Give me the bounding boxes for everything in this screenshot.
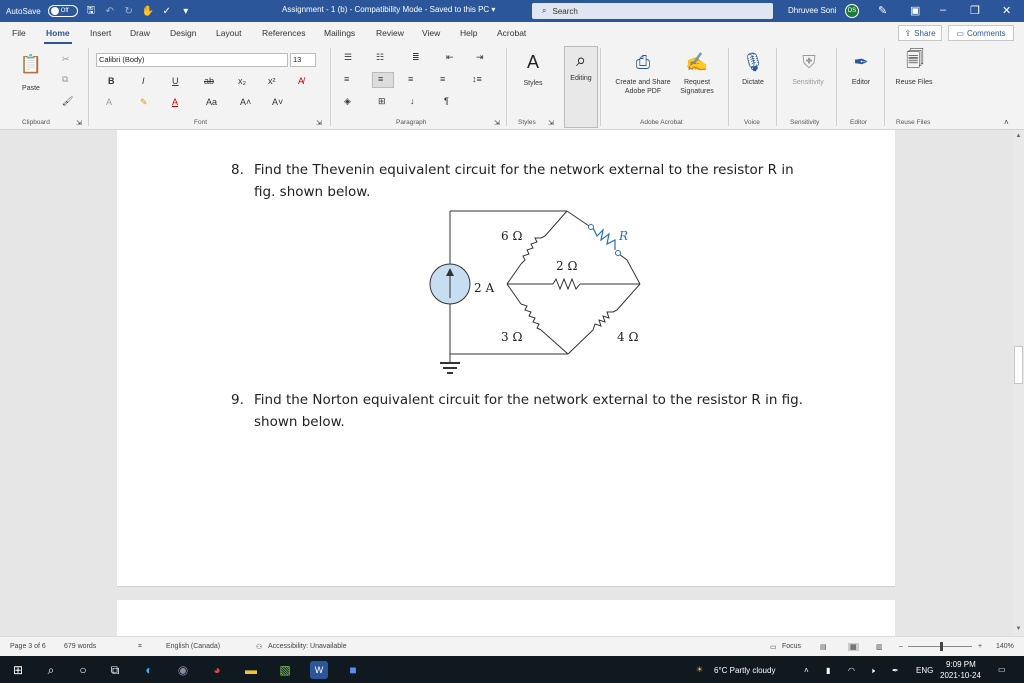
document-title: Assignment - 1 (b) - Compatibility Mode - Saved to this PC ▾ [282, 5, 496, 14]
question-8-number: 8. [231, 162, 244, 178]
cortana-icon[interactable]: ○ [79, 663, 87, 677]
close-icon[interactable]: ✕ [1002, 5, 1012, 17]
text-effects-icon[interactable]: A [106, 97, 113, 107]
minimize-icon[interactable]: – [940, 4, 947, 16]
edge-icon[interactable]: ◐ [145, 663, 153, 677]
file-explorer-icon[interactable]: ▬ [245, 663, 257, 677]
decrease-indent-icon[interactable]: ⇤ [446, 52, 454, 62]
find-icon[interactable]: ⌕ [575, 49, 587, 70]
group-styles: Styles [518, 119, 536, 126]
wire-R-to-right [619, 254, 640, 284]
network-icon[interactable]: ◠ [848, 666, 855, 675]
align-right-icon[interactable]: ≡ [408, 74, 414, 84]
checkmark-icon[interactable]: ✓ [162, 5, 171, 17]
line-spacing-icon[interactable]: ↕≡ [472, 74, 482, 84]
wire-6ohm-to-top [545, 211, 567, 236]
share-button[interactable] [898, 25, 942, 41]
cut-icon[interactable]: ✂ [62, 54, 70, 64]
taskbar [0, 656, 1024, 683]
group-reuse-files: Reuse Files [896, 119, 931, 126]
share-label: Share [914, 28, 936, 38]
scroll-down-icon[interactable]: ▼ [1015, 625, 1022, 632]
question-9-line1[interactable]: Find the Norton equivalent circuit for the network external to the resistor R in fig. [254, 392, 804, 408]
ribbon-display-icon[interactable]: ▣ [910, 5, 921, 17]
comments-label: Comments [966, 28, 1006, 38]
status-bar [0, 636, 1024, 656]
create-share-pdf-label: Create and Share Adobe PDF [615, 79, 671, 95]
word-count[interactable]: 679 words [64, 643, 97, 650]
vertical-scrollbar[interactable] [1013, 130, 1024, 636]
battery-icon[interactable]: ▮ [826, 666, 831, 675]
bullets-icon[interactable]: ☰ [344, 52, 353, 62]
collapse-ribbon-icon[interactable]: ˄ [1004, 118, 1009, 127]
sensitivity-icon[interactable]: ⛨ [802, 51, 816, 72]
group-clipboard: Clipboard [22, 119, 50, 126]
paste-icon[interactable]: 📋 [19, 53, 43, 74]
weather-status[interactable]: 6°C Partly cloudy [714, 666, 776, 675]
zoom-level[interactable]: 140% [996, 643, 1014, 650]
clipboard-launcher-icon[interactable]: ⇲ [76, 120, 82, 127]
microphone-icon[interactable]: 🎙 [741, 51, 765, 72]
avatar[interactable]: DS [845, 4, 859, 18]
styles-icon[interactable]: A [526, 51, 539, 72]
clock-date[interactable]: 2021-10-24 [940, 671, 981, 680]
reuse-files-icon[interactable]: 🗐 [906, 49, 924, 69]
tab-layout[interactable]: Layout [216, 28, 242, 38]
separator [506, 48, 507, 126]
editor-icon[interactable]: ✒ [853, 51, 869, 72]
styles-label: Styles [523, 80, 543, 87]
justify-icon[interactable]: ≡ [440, 74, 446, 84]
format-painter-icon[interactable]: 🖌 [62, 96, 74, 106]
search-input[interactable] [532, 3, 773, 19]
request-signatures-icon[interactable]: ✍ [685, 51, 709, 72]
paste-label: Paste [22, 85, 40, 92]
user-name[interactable]: Dhruvee Soni [788, 6, 837, 15]
autosave-state: Off [60, 8, 69, 14]
tab-design[interactable]: Design [170, 28, 197, 38]
comment-icon: ▭ [956, 28, 964, 38]
label-4ohm: 4 Ω [617, 330, 639, 344]
chrome-icon[interactable]: ◕ [213, 663, 221, 677]
taskbar-search-icon[interactable]: ⌕ [47, 662, 55, 677]
font-name-select[interactable]: Calibri (Body) [96, 53, 288, 67]
wire-3ohm-to-bottom [541, 330, 568, 354]
app-icon[interactable]: ◉ [177, 663, 189, 677]
reuse-files-label: Reuse Files [895, 79, 933, 86]
accessibility-icon: ⚇ [256, 644, 263, 651]
strikethrough-icon[interactable]: ab [204, 76, 215, 86]
resistor-6ohm [521, 236, 545, 264]
font-size-select[interactable]: 13 [290, 53, 316, 67]
touch-mode-icon[interactable]: ✋ [141, 5, 154, 17]
group-paragraph: Paragraph [396, 119, 427, 126]
zoom-in-icon[interactable]: + [978, 643, 983, 650]
tab-mailings[interactable]: Mailings [324, 28, 356, 38]
windows-start-icon[interactable]: ⊞ [12, 663, 24, 677]
increase-indent-icon[interactable]: ⇥ [476, 52, 484, 62]
undo-icon[interactable]: ↶ [105, 5, 114, 17]
tab-home[interactable]: Home [46, 28, 70, 38]
ribbon [0, 44, 1024, 130]
autosave-label: AutoSave [6, 6, 41, 16]
highlight-icon[interactable]: ✎ [140, 97, 148, 107]
web-layout-icon[interactable]: ▥ [876, 644, 883, 651]
italic-icon[interactable]: I [142, 76, 145, 86]
group-adobe: Adobe Acrobat [640, 119, 683, 126]
terminal-b [616, 251, 621, 256]
superscript-icon[interactable]: x² [268, 76, 276, 86]
editing-label[interactable]: Editing [570, 75, 592, 82]
weather-icon: ☀ [696, 665, 704, 674]
question-9-line2[interactable]: shown below. [254, 414, 345, 430]
circuit-diagram [417, 206, 677, 386]
tab-insert[interactable]: Insert [90, 28, 112, 38]
terminal-a [589, 225, 594, 230]
document-canvas [0, 130, 1013, 636]
subscript-icon[interactable]: x₂ [238, 76, 246, 86]
sensitivity-label: Sensitivity [792, 79, 824, 86]
separator [836, 48, 837, 126]
align-left-icon[interactable]: ≡ [344, 74, 350, 84]
clock-time[interactable]: 9:09 PM [946, 660, 976, 669]
group-font: Font [194, 119, 208, 126]
create-pdf-icon[interactable]: ⎙ [635, 51, 651, 72]
comments-button[interactable] [948, 25, 1014, 41]
font-color-icon[interactable]: A [172, 97, 179, 107]
group-editor: Editor [850, 119, 867, 126]
customize-toolbar-icon[interactable]: ▾ [183, 5, 189, 17]
question-8-line2[interactable]: fig. shown below. [254, 184, 371, 200]
resistor-3ohm [521, 304, 541, 330]
resistor-r [593, 228, 615, 250]
separator [600, 48, 601, 126]
accessibility-status[interactable]: Accessibility: Unavailable [268, 643, 347, 650]
label-2ohm: 2 Ω [556, 259, 578, 273]
borders-icon[interactable]: ⊞ [378, 96, 386, 106]
grow-font-icon[interactable]: A˄ [240, 97, 252, 107]
clear-formatting-icon[interactable]: A̸ [298, 76, 305, 86]
resistor-2ohm [553, 279, 580, 289]
page-count[interactable]: Page 3 of 6 [10, 643, 46, 650]
search-placeholder: Search [552, 6, 578, 16]
label-r: R [619, 229, 629, 243]
language-indicator[interactable]: ENG [916, 666, 934, 675]
wire-left-to-3ohm [507, 284, 521, 304]
shading-icon[interactable]: ◈ [344, 96, 351, 106]
font-launcher-icon[interactable]: ⇲ [316, 120, 322, 127]
dictate-label: Dictate [742, 79, 764, 86]
underline-icon[interactable]: U [172, 76, 179, 86]
tab-review[interactable]: Review [376, 28, 404, 38]
multilevel-list-icon[interactable]: ≣ [412, 52, 420, 62]
separator [776, 48, 777, 126]
group-sensitivity: Sensitivity [790, 119, 820, 126]
zoom-app-icon[interactable]: ■ [349, 663, 357, 677]
search-icon: ⌕ [542, 6, 547, 15]
label-6ohm: 6 Ω [501, 229, 523, 243]
tab-view[interactable]: View [422, 28, 441, 38]
resistor-4ohm [593, 310, 617, 330]
styles-launcher-icon[interactable]: ⇲ [548, 120, 554, 127]
wire-top-to-R [567, 211, 589, 226]
wire-bottom-to-4ohm [568, 330, 593, 354]
sort-icon[interactable]: ↓ [410, 96, 415, 106]
align-center-icon[interactable]: ≡ [378, 74, 384, 84]
tab-acrobat[interactable]: Acrobat [497, 28, 527, 38]
paragraph-launcher-icon[interactable]: ⇲ [494, 120, 500, 127]
copy-icon[interactable]: ⧉ [62, 74, 69, 84]
pen-icon[interactable]: ✎ [878, 5, 888, 17]
next-page [117, 600, 895, 636]
word-app-icon[interactable]: W [310, 661, 328, 679]
document-page [117, 130, 895, 587]
change-case-icon[interactable]: Aa [206, 97, 218, 107]
question-8-line1[interactable]: Find the Thevenin equivalent circuit for the network external to the resistor R in [254, 162, 794, 178]
tab-references[interactable]: References [262, 28, 306, 38]
zoom-slider-knob[interactable] [940, 642, 943, 651]
editor-label: Editor [851, 79, 871, 86]
task-view-icon[interactable]: ⧉ [110, 662, 120, 677]
zoom-out-icon[interactable]: – [899, 643, 903, 650]
ribbon-tabs [0, 22, 1024, 44]
show-hidden-icons[interactable]: ˄ [804, 666, 809, 675]
restore-icon[interactable]: ❐ [970, 5, 980, 17]
label-source: 2 A [474, 281, 495, 295]
notification-icon[interactable]: ▭ [998, 665, 1006, 674]
scroll-thumb[interactable] [1014, 346, 1023, 384]
separator [88, 48, 89, 126]
bold-icon[interactable]: B [108, 76, 115, 86]
autosave-toggle[interactable] [48, 5, 78, 17]
numbering-icon[interactable]: ☷ [376, 52, 385, 62]
request-signatures-label: Request Signatures [680, 79, 714, 95]
show-marks-icon[interactable]: ¶ [444, 96, 449, 106]
image-app-icon[interactable]: ▧ [279, 663, 291, 677]
print-layout-icon[interactable]: ▦ [850, 644, 857, 651]
separator [330, 48, 331, 126]
separator [884, 48, 885, 126]
tab-draw[interactable]: Draw [130, 28, 150, 38]
focus-label[interactable]: Focus [782, 643, 802, 650]
document-title-text: Assignment - 1 (b) - Compatibility Mode - Saved to this PC [282, 5, 490, 14]
share-icon: ⇪ [904, 28, 912, 38]
pen-tray-icon[interactable]: ✒ [892, 666, 899, 675]
wire-left-to-6ohm [507, 264, 521, 284]
volume-icon[interactable]: 🕨 [870, 666, 876, 675]
shrink-font-icon[interactable]: A˅ [272, 97, 284, 107]
group-voice: Voice [744, 119, 760, 126]
language[interactable]: English (Canada) [166, 643, 221, 650]
read-mode-icon[interactable]: ▤ [820, 644, 827, 651]
wire-4ohm-to-right [617, 284, 640, 310]
label-3ohm: 3 Ω [501, 330, 523, 344]
focus-icon[interactable]: ▭ [770, 644, 777, 651]
toggle-knob [51, 7, 59, 15]
save-icon[interactable]: 🖫 [86, 4, 95, 16]
question-9-number: 9. [231, 392, 244, 408]
redo-icon[interactable]: ↻ [124, 5, 133, 17]
separator [728, 48, 729, 126]
title-bar [0, 0, 1024, 22]
tab-help[interactable]: Help [460, 28, 478, 38]
scroll-up-icon[interactable]: ▲ [1015, 132, 1022, 139]
proofing-icon[interactable]: ⌗ [138, 643, 142, 650]
tab-file[interactable]: File [12, 28, 26, 38]
